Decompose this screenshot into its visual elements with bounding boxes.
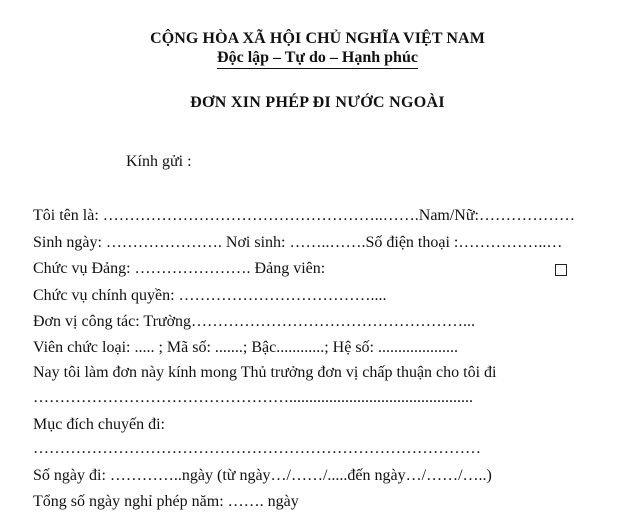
gov-role-line[interactable]: Chức vụ chính quyền: ………………………………....: [33, 287, 387, 304]
request-line: Nay tôi làm đơn này kính mong Thủ trưởng đơn vị chấp thuận cho tôi đi: [33, 364, 497, 381]
motto-header: [0, 49, 635, 69]
party-role-line[interactable]: Chức vụ Đảng: …………………. Đảng viên:: [33, 260, 326, 277]
leave-total-line[interactable]: Tổng số ngày nghỉ phép năm: ……. ngày: [33, 493, 299, 510]
nation-header: CỘNG HÒA XÃ HỘI CHỦ NGHĨA VIỆT NAM: [150, 30, 485, 47]
request-blank-line[interactable]: …………………………………………..............................................: [33, 389, 473, 406]
days-line[interactable]: Số ngày đi: …………..ngày (từ ngày…/……/.....đến ngày…/……/…..): [33, 467, 492, 484]
document-title: ĐƠN XIN PHÉP ĐI NƯỚC NGOÀI: [190, 94, 445, 111]
civil-rank-line[interactable]: Viên chức loại: ..... ; Mã số: .......; Bậc............; Hệ số: ....................: [33, 339, 458, 356]
purpose-label: Mục đích chuyến đi:: [33, 416, 165, 433]
workplace-line[interactable]: Đơn vị công tác: Trường……………………………………………...: [33, 313, 476, 330]
party-member-checkbox[interactable]: [555, 264, 567, 276]
purpose-blank-line[interactable]: …………………………………………………………………………: [33, 440, 481, 457]
motto-text: Độc lập – Tự do – Hạnh phúc: [217, 49, 418, 69]
birth-line[interactable]: Sinh ngày: …………………. Nơi sinh: ……..…….Số điện thoại :……………..…: [33, 234, 563, 251]
salutation: Kính gửi :: [126, 153, 192, 170]
name-line[interactable]: Tôi tên là: ……………………………………………..…….Nam/Nữ:………………: [33, 207, 575, 224]
